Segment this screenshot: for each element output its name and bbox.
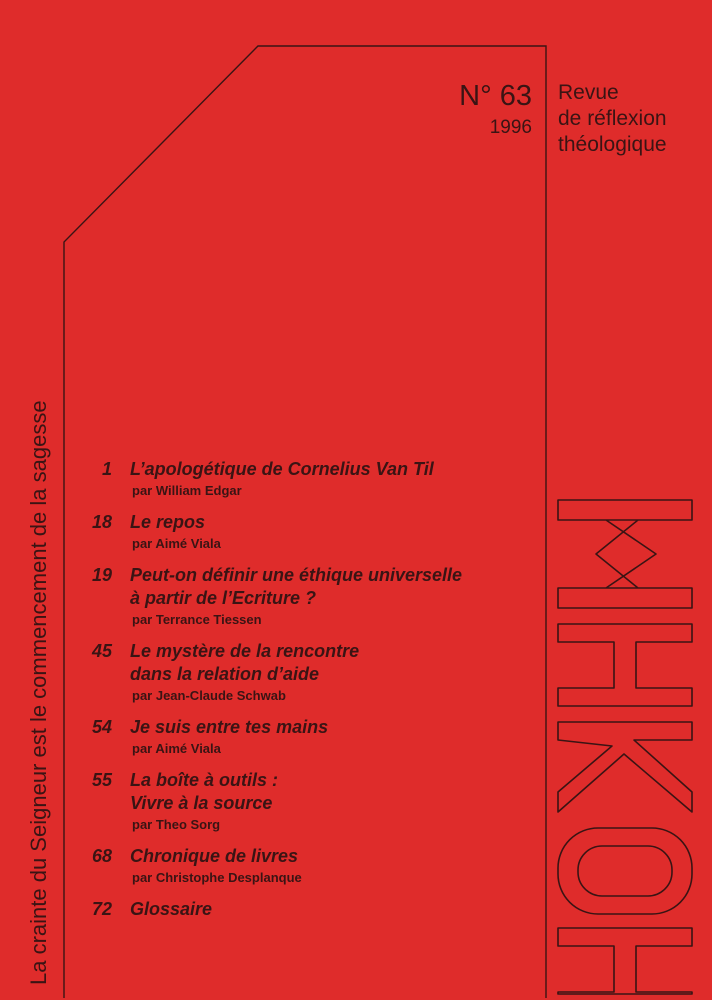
toc-title: Glossaire	[130, 899, 213, 919]
toc-entry	[76, 640, 546, 705]
toc-author: par Christophe Desplanque	[132, 870, 302, 885]
table-of-contents	[76, 458, 546, 932]
toc-author: par William Edgar	[132, 483, 242, 498]
subtitle-line: de réflexion	[558, 107, 667, 130]
toc-page-number: 55	[91, 770, 112, 790]
motto: La crainte du Seigneur est le commencement de la sagesse	[26, 400, 51, 985]
toc-page-number: 19	[91, 565, 112, 585]
toc-title-line-2: dans la relation d’aide	[130, 664, 320, 684]
subtitle-line: théologique	[558, 133, 667, 156]
toc-title-line-2: Vivre à la source	[130, 793, 273, 813]
toc-title: Le mystère de la rencontre	[130, 641, 360, 661]
toc-author: par Terrance Tiessen	[132, 612, 262, 627]
issue-number: N° 63	[459, 80, 532, 112]
issue-info	[420, 80, 532, 141]
toc-title: Je suis entre tes mains	[130, 717, 329, 737]
toc-author: par Jean-Claude Schwab	[132, 688, 286, 703]
toc-author: par Theo Sorg	[132, 817, 221, 832]
toc-entry	[76, 845, 546, 887]
toc-page-number: 54	[91, 717, 112, 737]
toc-entry	[76, 716, 546, 758]
hokhma-logo-icon	[552, 466, 704, 996]
toc-page-number: 72	[91, 899, 112, 919]
toc-entry	[76, 564, 546, 629]
toc-title: Chronique de livres	[130, 846, 299, 866]
toc-entry	[76, 769, 546, 834]
toc-page-number: 45	[91, 641, 112, 661]
issue-year: 1996	[489, 117, 532, 138]
toc-page-number: 18	[91, 512, 112, 532]
journal-subtitle	[558, 80, 708, 158]
toc-entry	[76, 511, 546, 553]
toc-author: par Aimé Viala	[132, 536, 221, 551]
toc-page-number: 68	[91, 846, 112, 866]
toc-author: par Aimé Viala	[132, 741, 221, 756]
toc-title: Peut-on définir une éthique universelle	[130, 565, 463, 585]
toc-page-number: 1	[101, 459, 112, 479]
toc-title-line-2: à partir de l’Ecriture ?	[130, 588, 317, 608]
toc-title: La boîte à outils :	[130, 770, 279, 790]
toc-title: Le repos	[130, 512, 206, 532]
toc-entry	[76, 898, 546, 921]
toc-entry	[76, 458, 546, 500]
subtitle-line: Revue	[558, 81, 619, 104]
toc-title: L’apologétique de Cornelius Van Til	[130, 459, 434, 479]
